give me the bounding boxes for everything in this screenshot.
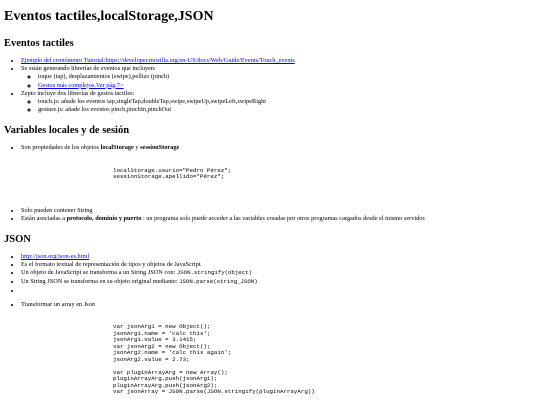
list-item: • Transformar un array en Json [21, 301, 540, 309]
list-item-text: Un String JSON se transforma en su objeto original mediante: [21, 277, 180, 285]
page-title: Eventos tactiles,localStorage,JSON [4, 9, 214, 24]
code-block-storage: localStorage.usurio="Pedro Pérez"; sessionStorage.apellido="Pérez"; [113, 166, 232, 181]
section-heading-touch-events: Eventos tactiles [4, 38, 74, 49]
list-item [21, 90, 540, 115]
list-item [21, 57, 540, 65]
list-item-text: Se están generando librerías de eventos que incluyen: [21, 65, 156, 73]
storage-list [4, 144, 540, 152]
sub-list-item: ◦ toque (tap), desplazamientos (swipe),pellizo (pinch) [38, 73, 540, 81]
section-heading-storage: Variables locales y de sesión [4, 125, 130, 137]
touch-events-list [4, 57, 540, 114]
json-list [4, 253, 540, 295]
storage-notes-list [4, 207, 540, 223]
list-item: • Solo pueden contener String [21, 207, 540, 215]
list-item-text: Son propiedades de los objetos [21, 144, 101, 152]
inline-code: JSON.stringify(object) [176, 269, 252, 277]
list-item [21, 253, 540, 261]
bold-term: localStorage [100, 144, 134, 152]
list-item [21, 144, 540, 152]
list-item-text: Están asociadas a [21, 214, 67, 222]
crono-tutorial-link[interactable]: Ejemplo del cronómetro Tutorial:https://developer.mozilla.org/en-US/docs/Web/Guide/Events/Touch_events [21, 57, 295, 64]
list-item-text: Un objeto de JavaScript se transforma a un String JSON con: [21, 269, 177, 277]
list-item [21, 278, 540, 286]
list-item-text: : un programa solo puede acceder a las variables creadas por otros programas cargados desde el mismo servidor. [141, 214, 426, 222]
code-block-json-array: var jsonArg1 = new Object(); jsonArg1.name = 'calc this'; jsonArg1.value = 3.1415; var jsonArg2 = new Object(); jsonArg2.name = 'calc this again'; jsonArg2.value = 2.73; var pluginArrayArg = new Array(); pluginArrayArg.push(jsonArg1); pluginArrayArg.push(jsonArg2); var jsonArray = JSON.parse(JSON.stringify(pluginArrayArg)) [113, 323, 315, 396]
complex-gestures-link[interactable]: Gestos más complejos.Ver pág.7> [38, 81, 124, 89]
list-item-text: Zepto incluye dos librerías de gestos tactiles: [21, 89, 135, 97]
json-org-link[interactable]: http://json.org/json-es.html [21, 253, 90, 261]
list-item [21, 65, 540, 90]
list-item-text: y [133, 144, 141, 152]
sub-list-item: ◦ touch.js: añade los eventos tap,singleTap,doubleTap,swipe,swipeUp,swipeLeft,swipeRight [38, 98, 540, 106]
empty-list-item [21, 286, 540, 295]
bold-term: protocolo, dominio y puerto [66, 214, 142, 222]
list-item [21, 215, 540, 223]
sub-list [21, 98, 540, 114]
inline-code: JSON.parse(string_JSON) [179, 277, 258, 285]
bold-term: sessionStorage [140, 144, 180, 152]
sub-list-item: ◦ gesture.js: añade los eventos pinch,pinchIn,pinchOut [38, 106, 540, 114]
list-item [21, 269, 540, 277]
sub-list-item [38, 82, 540, 90]
json-array-list [4, 301, 540, 309]
section-heading-json: JSON [4, 234, 31, 246]
sub-list [21, 73, 540, 89]
list-item: • Es el formato textual de representación de tipos y objetos de JavaScript [21, 261, 540, 269]
